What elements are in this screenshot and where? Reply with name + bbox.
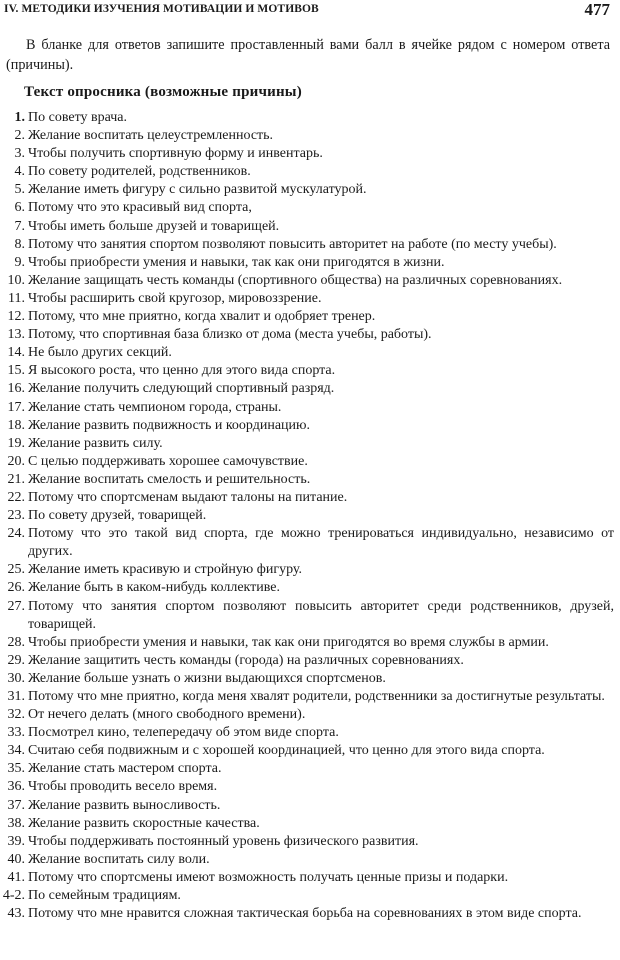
item-number: 27. <box>7 598 25 614</box>
page-header <box>4 0 616 22</box>
item-number: 16. <box>7 381 25 397</box>
list-item <box>0 399 620 417</box>
item-number: 19. <box>7 435 25 451</box>
list-item <box>0 561 620 579</box>
list-item <box>0 272 620 290</box>
list-item <box>0 598 620 634</box>
list-item <box>0 326 620 344</box>
item-number: 41. <box>7 869 25 885</box>
item-text: С целью поддерживать хорошее самочувствие. <box>28 453 308 469</box>
item-text: Желание развить подвижность и координацию. <box>28 417 311 433</box>
list-item <box>0 380 620 398</box>
list-item <box>0 417 620 435</box>
item-text: Чтобы поддерживать постоянный уровень физического развития. <box>28 833 419 849</box>
item-text: Желание воспитать смелость и решительность. <box>28 471 311 487</box>
item-text: Не было других секций. <box>28 345 172 361</box>
item-number: 18. <box>7 417 25 433</box>
list-item <box>0 652 620 670</box>
item-number: 11. <box>8 290 25 306</box>
item-text: Желание быть в каком-нибудь коллективе. <box>28 580 280 596</box>
list-item <box>0 887 620 905</box>
item-text: По совету друзей, товарищей. <box>28 508 207 524</box>
list-item <box>0 163 620 181</box>
item-number: 5. <box>14 182 25 198</box>
list-item <box>0 507 620 525</box>
item-text: По совету родителей, родственников. <box>28 164 251 180</box>
list-item <box>0 797 620 815</box>
item-text: Потому что спортсменам выдают талоны на питание. <box>28 489 348 505</box>
item-number: 30. <box>7 670 25 686</box>
item-number: 36. <box>7 779 25 795</box>
item-number: 32. <box>7 707 25 723</box>
item-number: 21. <box>7 471 25 487</box>
item-number: 20. <box>7 453 25 469</box>
item-text: По совету врача. <box>28 110 128 125</box>
list-item <box>0 218 620 236</box>
item-number: 28. <box>7 634 25 650</box>
list-item <box>0 145 620 163</box>
item-text: Считаю себя подвижным и с хорошей координацией, что ценно для этого вида спорта. <box>28 743 545 759</box>
item-text: Чтобы приобрести умения и навыки, так как они пригодятся в жизни. <box>28 254 445 270</box>
page-number: 477 <box>584 0 610 19</box>
item-text: Желание стать чемпионом города, страны. <box>28 399 282 415</box>
item-text: Потому, что спортивная база близко от дома (места учебы, работы). <box>28 327 432 343</box>
item-text: Потому, что мне приятно, когда хвалит и одобряет тренер. <box>28 309 376 325</box>
item-number: 9. <box>14 254 25 270</box>
item-text: Чтобы получить спортивную форму и инвентарь. <box>28 146 323 162</box>
item-text: Желание больше узнать о жизни выдающихся спортсменов. <box>28 670 386 686</box>
item-text: Чтобы иметь больше друзей и товарищей. <box>28 218 280 234</box>
list-item <box>0 688 620 706</box>
item-number: 2. <box>14 128 25 144</box>
section-title: Текст опросника (возможные причины) <box>24 84 302 100</box>
list-item <box>0 778 620 796</box>
list-item <box>0 362 620 380</box>
list-item <box>0 851 620 869</box>
item-number: 34. <box>7 743 25 759</box>
item-number: 25. <box>7 562 25 578</box>
list-item <box>0 706 620 724</box>
item-number: 17. <box>7 399 25 415</box>
item-text: Я высокого роста, что ценно для этого вида спорта. <box>28 363 336 379</box>
list-item <box>0 634 620 652</box>
list-item <box>0 815 620 833</box>
list-item <box>0 471 620 489</box>
item-text: Желание воспитать силу воли. <box>28 851 210 867</box>
item-text: Желание защитить честь команды (города) на различных соревнованиях. <box>28 652 464 668</box>
item-number: 14. <box>7 345 25 361</box>
list-item <box>0 579 620 597</box>
item-text: Желание стать мастером спорта. <box>28 761 222 777</box>
item-text: Потому что это такой вид спорта, где можно тренироваться индивидуально, независимо от других. <box>28 526 614 560</box>
list-item <box>0 525 620 561</box>
item-text: Желание развить скоростные качества. <box>28 815 260 831</box>
item-number: 43. <box>7 906 25 922</box>
item-number: 37. <box>7 797 25 813</box>
list-item <box>0 670 620 688</box>
item-text: Желание развить силу. <box>28 435 163 451</box>
list-item <box>0 760 620 778</box>
list-item <box>0 742 620 760</box>
item-text: Потому что мне нравится сложная тактическая борьба на соревнованиях в этом виде спорта. <box>28 906 582 922</box>
item-text: Чтобы расширить свой кругозор, мировоззрение. <box>28 290 322 306</box>
item-number: 24. <box>7 526 25 542</box>
intro-paragraph: В бланке для ответов запишите проставленный вами балл в ячейке рядом с номером ответа (причины). <box>6 37 610 73</box>
item-number: 15. <box>7 363 25 379</box>
item-number: 38. <box>7 815 25 831</box>
item-number: 29. <box>7 652 25 668</box>
list-item <box>0 254 620 272</box>
list-item <box>0 290 620 308</box>
item-text: Потому что это красивый вид спорта, <box>28 200 252 216</box>
item-number: 4-2. <box>2 888 25 904</box>
list-item <box>0 181 620 199</box>
item-number: 4. <box>14 164 25 180</box>
list-item <box>0 905 620 923</box>
reasons-list <box>0 109 620 923</box>
item-text: По семейным традициям. <box>28 888 181 904</box>
list-item <box>0 344 620 362</box>
list-item <box>0 199 620 217</box>
item-number: 6. <box>14 200 25 216</box>
item-text: Желание получить следующий спортивный разряд. <box>28 381 335 397</box>
item-number: 39. <box>7 833 25 849</box>
item-text: Посмотрел кино, телепередачу об этом виде спорта. <box>28 725 339 741</box>
item-text: Желание иметь красивую и стройную фигуру. <box>28 562 302 578</box>
item-number: 26. <box>7 580 25 596</box>
item-text: Желание развить выносливость. <box>28 797 221 813</box>
item-number: 8. <box>14 236 25 252</box>
list-item <box>0 489 620 507</box>
list-item <box>0 109 620 127</box>
item-number: 1. <box>14 110 25 125</box>
running-head: IV. МЕТОДИКИ ИЗУЧЕНИЯ МОТИВАЦИИ И МОТИВОВ <box>4 3 319 15</box>
item-text: Желание воспитать целеустремленность. <box>28 128 274 144</box>
item-text: Потому что спортсмены имеют возможность получать ценные призы и подарки. <box>28 869 509 885</box>
item-number: 12. <box>7 309 25 325</box>
list-item <box>0 435 620 453</box>
item-text: Потому что мне приятно, когда меня хвалят родители, родственники за достигнутые результаты. <box>28 689 605 704</box>
item-number: 31. <box>7 689 25 704</box>
item-text: От нечего делать (много свободного времени). <box>28 707 306 723</box>
list-item <box>0 127 620 145</box>
item-number: 40. <box>7 851 25 867</box>
list-item <box>0 236 620 254</box>
list-item <box>0 724 620 742</box>
item-number: 13. <box>7 327 25 343</box>
item-number: 33. <box>7 725 25 741</box>
item-text: Потому что занятия спортом позволяют повысить авторитет среди родственников, друзей, товарищей. <box>28 598 614 632</box>
list-item <box>0 453 620 471</box>
item-number: 10. <box>7 272 25 288</box>
item-text: Желание защищать честь команды (спортивного общества) на различных соревнованиях. <box>28 272 563 288</box>
item-number: 22. <box>7 489 25 505</box>
list-item <box>0 308 620 326</box>
list-item <box>0 869 620 887</box>
item-number: 3. <box>14 146 25 162</box>
item-number: 35. <box>7 761 25 777</box>
list-item <box>0 833 620 851</box>
item-text: Желание иметь фигуру с сильно развитой мускулатурой. <box>28 182 367 198</box>
item-text: Чтобы проводить весело время. <box>28 779 218 795</box>
item-number: 23. <box>7 508 25 524</box>
item-number: 7. <box>14 218 25 234</box>
item-text: Потому что занятия спортом позволяют повысить авторитет на работе (по месту учебы). <box>28 236 557 252</box>
item-text: Чтобы приобрести умения и навыки, так как они пригодятся во время службы в армии. <box>28 634 549 650</box>
